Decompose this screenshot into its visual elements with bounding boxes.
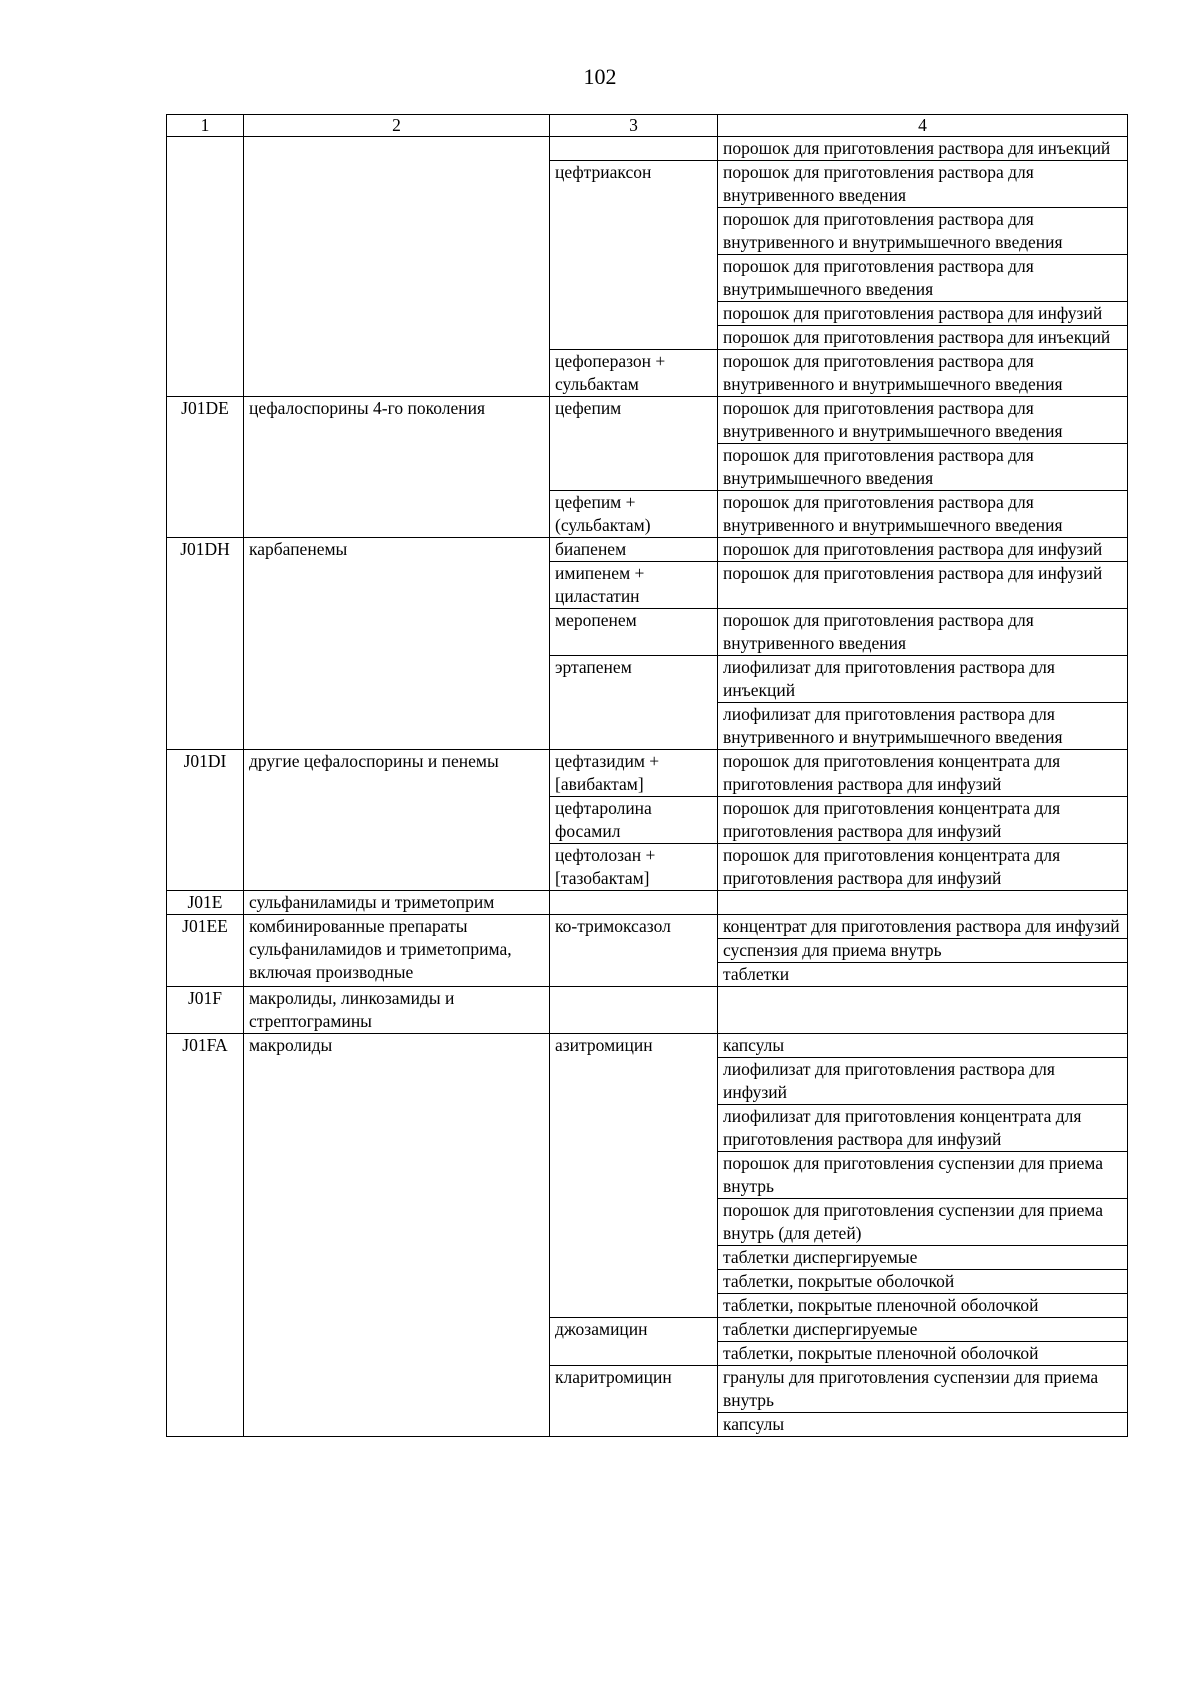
dosage-form-cell: концентрат для приготовления раствора для инфузий xyxy=(718,915,1128,939)
dosage-form-cell: таблетки диспергируемые xyxy=(718,1246,1128,1270)
drug-name-cell: биапенем xyxy=(550,538,718,562)
page-number: 102 xyxy=(583,64,617,89)
table-row xyxy=(167,1034,1128,1058)
column-number: 3 xyxy=(550,115,718,137)
atc-code-cell: J01F xyxy=(167,987,244,1034)
dosage-form-cell: порошок для приготовления концентрата для приготовления раствора для инфузий xyxy=(718,797,1128,844)
drug-name-cell: цефтазидим + [авибактам] xyxy=(550,750,718,797)
drug-name-cell xyxy=(550,987,718,1034)
table-row xyxy=(167,987,1128,1034)
dosage-form-cell: порошок для приготовления раствора для внутримышечного введения xyxy=(718,255,1128,302)
dosage-form-cell: лиофилизат для приготовления концентрата для приготовления раствора для инфузий xyxy=(718,1105,1128,1152)
dosage-form-cell: порошок для приготовления концентрата для приготовления раствора для инфузий xyxy=(718,844,1128,891)
group-name-cell xyxy=(244,137,550,397)
table-row xyxy=(167,915,1128,939)
dosage-form-cell: таблетки xyxy=(718,963,1128,987)
group-name-cell: карбапенемы xyxy=(244,538,550,750)
dosage-form-cell: порошок для приготовления суспензии для приема внутрь (для детей) xyxy=(718,1199,1128,1246)
group-name-cell: макролиды, линкозамиды и стрептограмины xyxy=(244,987,550,1034)
dosage-form-cell: таблетки, покрытые пленочной оболочкой xyxy=(718,1342,1128,1366)
atc-code-cell: J01DH xyxy=(167,538,244,750)
dosage-form-cell: лиофилизат для приготовления раствора для инфузий xyxy=(718,1058,1128,1105)
group-name-cell: цефалоспорины 4-го поколения xyxy=(244,397,550,538)
dosage-form-cell: порошок для приготовления раствора для инъекций xyxy=(718,326,1128,350)
drug-name-cell: ко-тримоксазол xyxy=(550,915,718,987)
drug-name-cell: цефтаролина фосамил xyxy=(550,797,718,844)
dosage-form-cell: порошок для приготовления раствора для внутривенного введения xyxy=(718,161,1128,208)
drug-name-cell: цефтриаксон xyxy=(550,161,718,350)
drug-name-cell: кларитромицин xyxy=(550,1366,718,1437)
dosage-form-cell: порошок для приготовления раствора для внутримышечного введения xyxy=(718,444,1128,491)
dosage-form-cell: порошок для приготовления раствора для инфузий xyxy=(718,302,1128,326)
drug-name-cell xyxy=(550,891,718,915)
group-name-cell: комбинированные препараты сульфаниламидов и триметоприма, включая производные xyxy=(244,915,550,987)
dosage-form-cell: таблетки, покрытые оболочкой xyxy=(718,1270,1128,1294)
drug-name-cell: цефтолозан + [тазобактам] xyxy=(550,844,718,891)
atc-code-cell xyxy=(167,137,244,397)
dosage-form-cell: капсулы xyxy=(718,1413,1128,1437)
dosage-form-cell xyxy=(718,891,1128,915)
table-row xyxy=(167,538,1128,562)
drug-name-cell: джозамицин xyxy=(550,1318,718,1366)
drug-table xyxy=(166,114,1128,1437)
group-name-cell: сульфаниламиды и триметоприм xyxy=(244,891,550,915)
drug-name-cell: эртапенем xyxy=(550,656,718,750)
dosage-form-cell: гранулы для приготовления суспензии для приема внутрь xyxy=(718,1366,1128,1413)
group-name-cell: другие цефалоспорины и пенемы xyxy=(244,750,550,891)
dosage-form-cell: таблетки диспергируемые xyxy=(718,1318,1128,1342)
dosage-form-cell: таблетки, покрытые пленочной оболочкой xyxy=(718,1294,1128,1318)
column-number: 2 xyxy=(244,115,550,137)
table-row xyxy=(167,397,1128,444)
drug-name-cell: цефепим xyxy=(550,397,718,491)
atc-code-cell: J01E xyxy=(167,891,244,915)
atc-code-cell: J01DI xyxy=(167,750,244,891)
atc-code-cell: J01DE xyxy=(167,397,244,538)
dosage-form-cell: порошок для приготовления раствора для внутривенного и внутримышечного введения xyxy=(718,491,1128,538)
atc-code-cell: J01EE xyxy=(167,915,244,987)
dosage-form-cell: порошок для приготовления раствора для инфузий xyxy=(718,562,1128,609)
dosage-form-cell: лиофилизат для приготовления раствора для внутривенного и внутримышечного введения xyxy=(718,703,1128,750)
dosage-form-cell: порошок для приготовления раствора для внутривенного и внутримышечного введения xyxy=(718,397,1128,444)
dosage-form-cell: порошок для приготовления раствора для внутривенного и внутримышечного введения xyxy=(718,208,1128,255)
drug-name-cell: азитромицин xyxy=(550,1034,718,1318)
drug-name-cell xyxy=(550,137,718,161)
drug-name-cell: цефоперазон + сульбактам xyxy=(550,350,718,397)
dosage-form-cell: лиофилизат для приготовления раствора для инъекций xyxy=(718,656,1128,703)
dosage-form-cell: порошок для приготовления раствора для инфузий xyxy=(718,538,1128,562)
dosage-form-cell xyxy=(718,987,1128,1034)
table-row xyxy=(167,750,1128,797)
dosage-form-cell: порошок для приготовления раствора для внутривенного и внутримышечного введения xyxy=(718,350,1128,397)
table-row xyxy=(167,137,1128,161)
dosage-form-cell: порошок для приготовления концентрата для приготовления раствора для инфузий xyxy=(718,750,1128,797)
column-number: 1 xyxy=(167,115,244,137)
drug-name-cell: имипенем + циластатин xyxy=(550,562,718,609)
column-number: 4 xyxy=(718,115,1128,137)
dosage-form-cell: суспензия для приема внутрь xyxy=(718,939,1128,963)
dosage-form-cell: капсулы xyxy=(718,1034,1128,1058)
dosage-form-cell: порошок для приготовления раствора для инъекций xyxy=(718,137,1128,161)
column-number-row xyxy=(167,115,1128,137)
atc-code-cell: J01FA xyxy=(167,1034,244,1437)
dosage-form-cell: порошок для приготовления раствора для внутривенного введения xyxy=(718,609,1128,656)
drug-name-cell: цефепим + (сульбактам) xyxy=(550,491,718,538)
drug-name-cell: меропенем xyxy=(550,609,718,656)
table-row xyxy=(167,891,1128,915)
group-name-cell: макролиды xyxy=(244,1034,550,1437)
dosage-form-cell: порошок для приготовления суспензии для приема внутрь xyxy=(718,1152,1128,1199)
